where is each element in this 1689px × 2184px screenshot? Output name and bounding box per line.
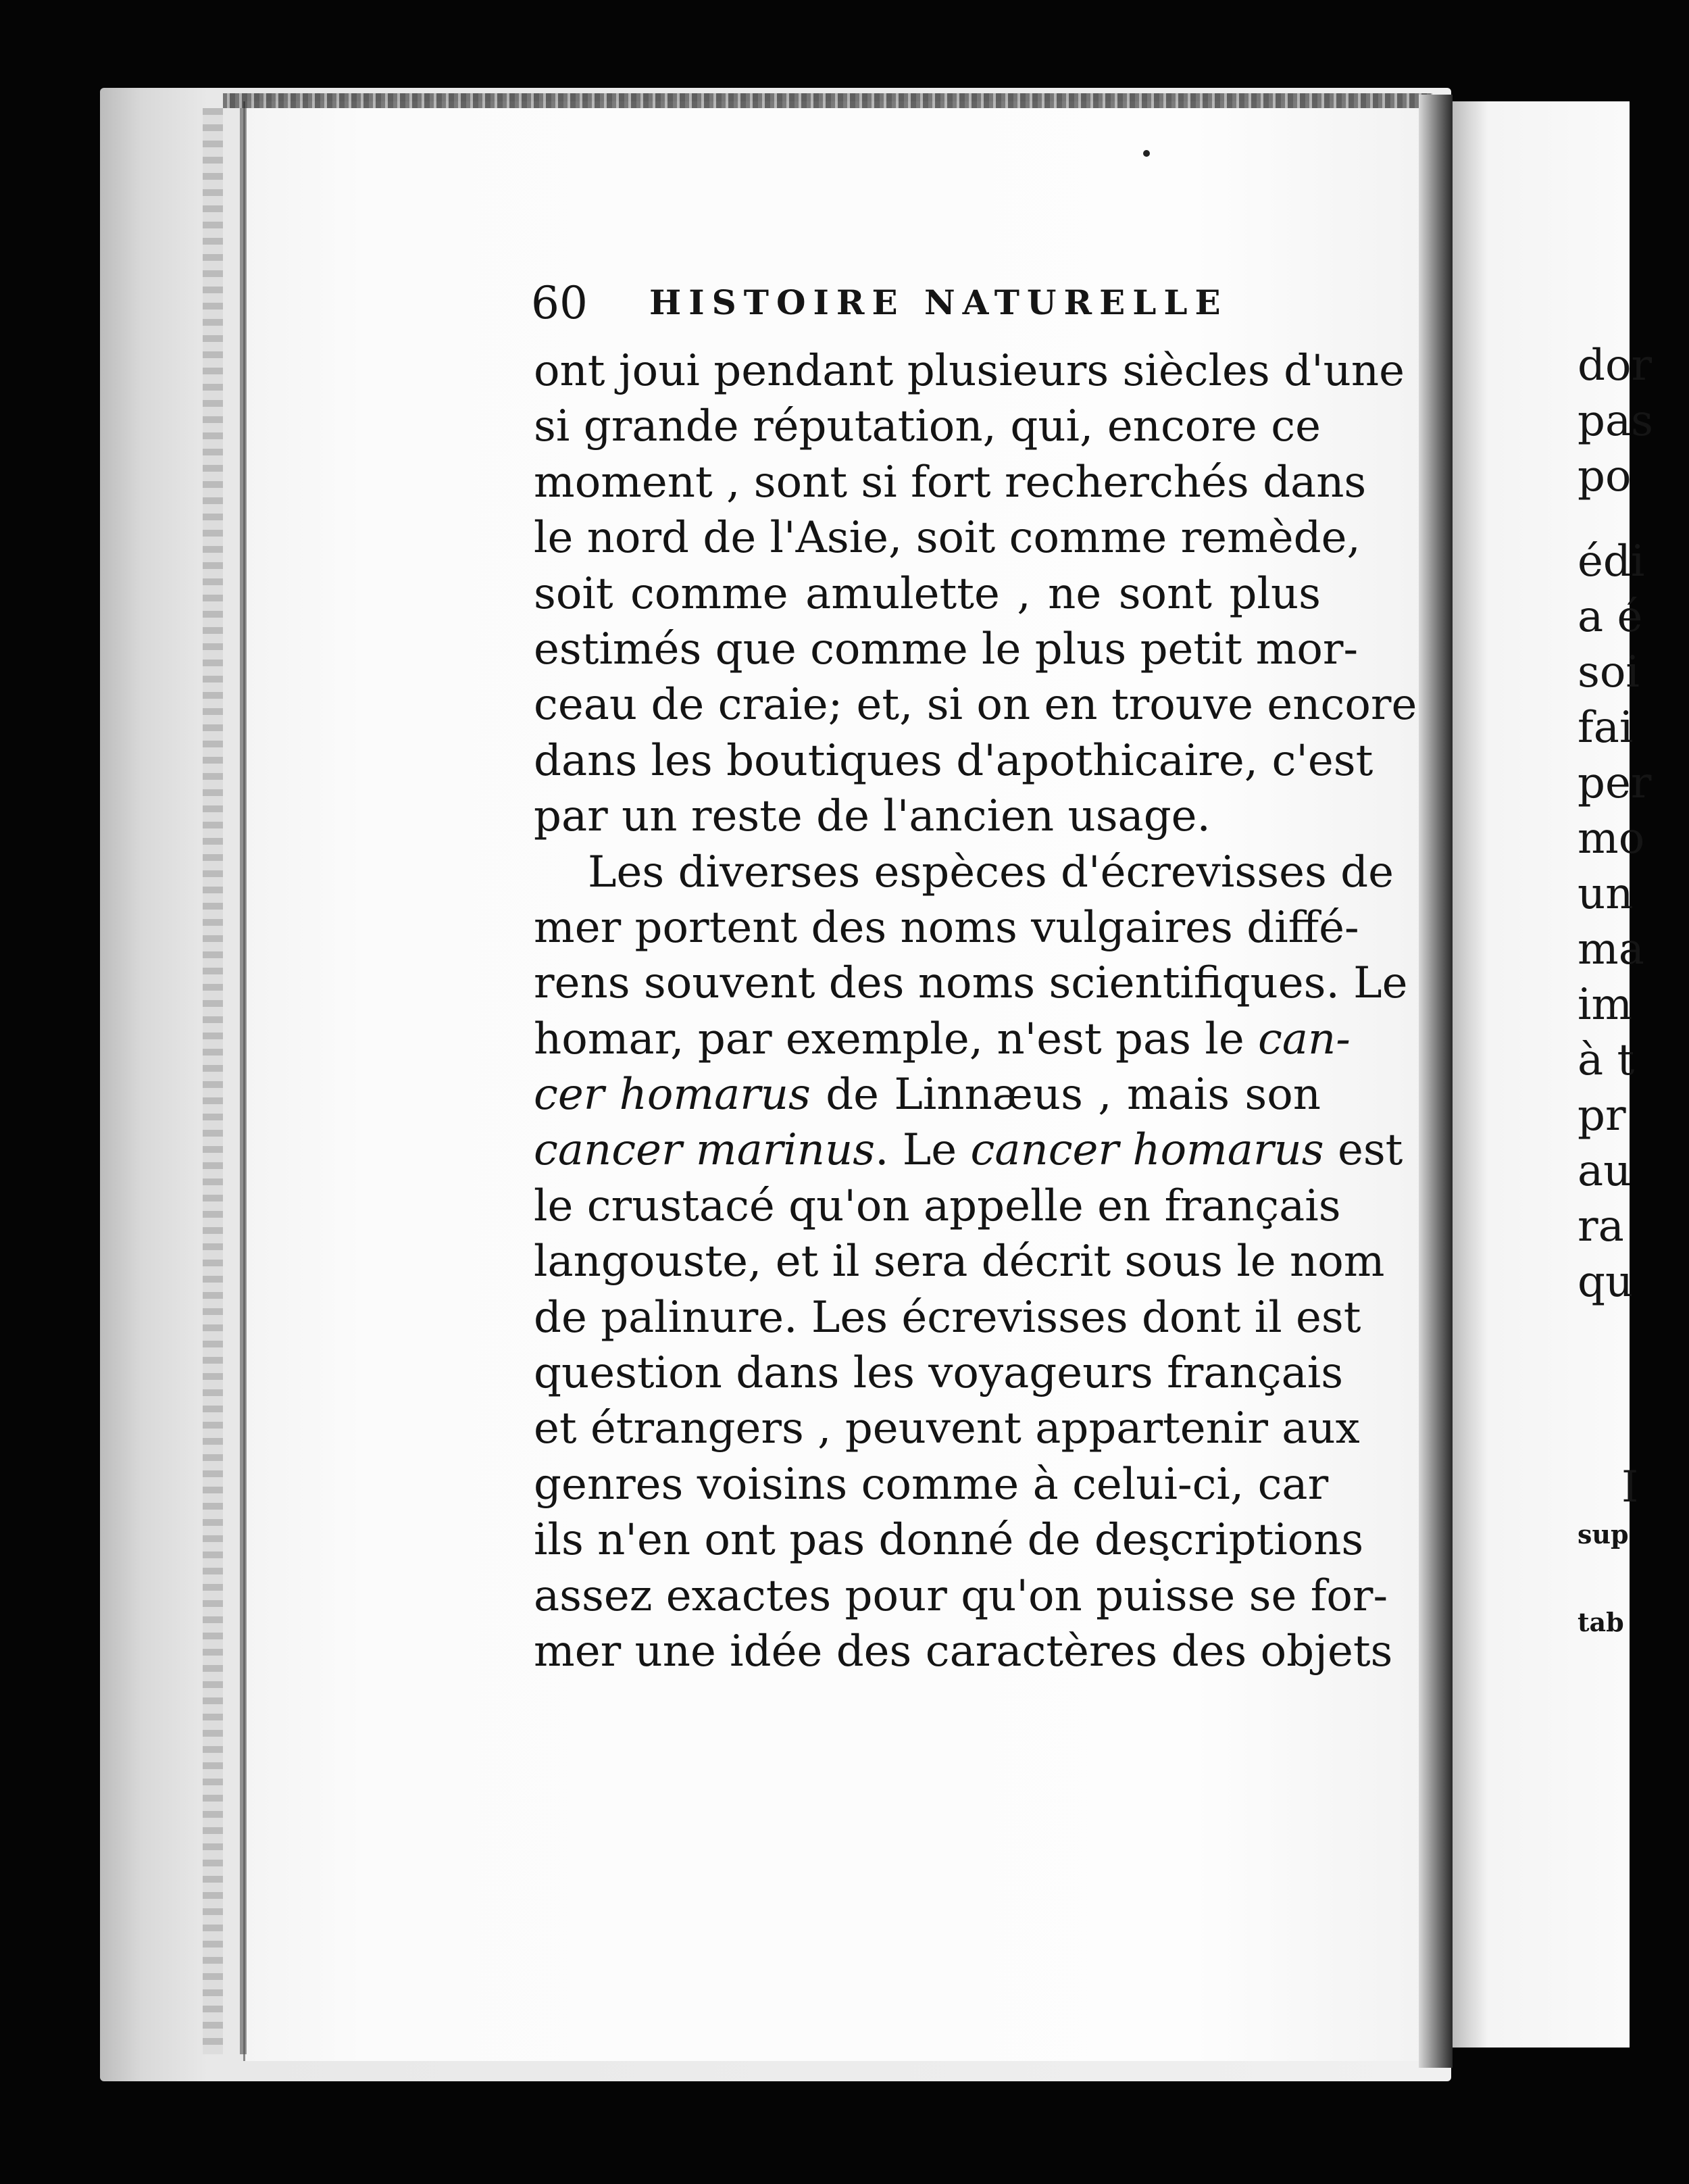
right-page-fragment: po (1578, 451, 1632, 501)
text-line: rens souvent des noms scientifiques. Le (534, 958, 1408, 1009)
text-segment: . Le (875, 1125, 971, 1176)
page-header (531, 277, 1228, 329)
running-title: HISTOIRE NATURELLE (649, 282, 1228, 322)
text-line: ont joui pendant plusieurs siècles d'une (534, 346, 1405, 396)
text-line: genres voisins comme à celui-ci, car (534, 1459, 1329, 1510)
right-page-fragment: pas (1578, 396, 1653, 446)
right-page-fragment: fai (1578, 703, 1634, 753)
page-number: 60 (531, 277, 588, 329)
text-line: le crustacé qu'on appelle en français (534, 1181, 1341, 1231)
italic-term: cancer homarus (970, 1125, 1324, 1176)
right-page-fragment: mo (1578, 814, 1645, 864)
right-page-fragment: ra (1578, 1201, 1624, 1251)
text-line: estimés que comme le plus petit mor- (534, 624, 1359, 674)
text-line: le nord de l'Asie, soit comme remède, (534, 513, 1361, 564)
text-line: et étrangers , peuvent appartenir aux (534, 1404, 1360, 1454)
text-line (534, 1012, 1351, 1067)
text-line: assez exactes pour qu'on puisse se for- (534, 1570, 1388, 1621)
right-page-fragment: à t (1578, 1035, 1635, 1085)
text-line: si grande réputation, qui, encore ce (534, 401, 1321, 452)
text-line: mer portent des noms vulgaires diffé- (534, 902, 1359, 953)
text-line: soit comme amulette , ne sont plus (534, 568, 1321, 619)
right-page-fragment: qu (1578, 1257, 1634, 1307)
speck (1143, 150, 1150, 157)
right-page-fragment: dor (1578, 341, 1653, 391)
page-edges (203, 108, 223, 2054)
text-line: ceau de craie; et, si on en trouve encore (534, 680, 1417, 730)
right-page-fragment: soi (1578, 647, 1640, 697)
text-line: langouste, et il sera décrit sous le nom (534, 1237, 1385, 1287)
text-line: question dans les voyageurs français (534, 1348, 1344, 1399)
italic-term: cancer marinus (534, 1125, 876, 1176)
right-page-fragment: I (1621, 1462, 1639, 1512)
text-segment: de Linnæus , mais son (810, 1070, 1321, 1120)
right-page-fragment: au (1578, 1146, 1632, 1196)
right-page-fragment: sup (1578, 1519, 1629, 1549)
gutter-shadow (1419, 95, 1453, 2068)
right-page-fragment: per (1578, 758, 1652, 808)
right-page-fragment: tab (1578, 1607, 1624, 1637)
page-border-line (240, 108, 247, 2054)
text-segment: est (1324, 1125, 1403, 1176)
right-page-fragment: édi (1578, 537, 1645, 587)
text-line: de palinure. Les écrevisses dont il est (534, 1292, 1361, 1343)
right-page-fragment: ma (1578, 924, 1644, 974)
right-page-fragment: im (1578, 980, 1633, 1030)
text-line: moment , sont si fort recherchés dans (534, 457, 1367, 507)
right-page-fragment: un (1578, 869, 1634, 919)
text-segment: homar, par exemple, n'est pas le (534, 1014, 1259, 1064)
top-page-edge (223, 93, 1432, 108)
italic-term: can- (1258, 1014, 1351, 1064)
page-body-text (534, 343, 1417, 1679)
right-page-fragment: a é (1578, 592, 1643, 642)
right-page-fragment: pr (1578, 1091, 1626, 1141)
text-line (534, 1067, 1321, 1122)
text-line (534, 1122, 1403, 1178)
text-line: par un reste de l'ancien usage. (534, 791, 1211, 842)
text-line: dans les boutiques d'apothicaire, c'est (534, 735, 1373, 786)
text-line: Les diverses espèces d'écrevisses de (588, 847, 1394, 897)
text-line: ils n'en ont pas donné de descriptions (534, 1515, 1364, 1566)
text-line: mer une idée des caractères des objets (534, 1626, 1393, 1677)
italic-term: cer homarus (534, 1070, 811, 1120)
